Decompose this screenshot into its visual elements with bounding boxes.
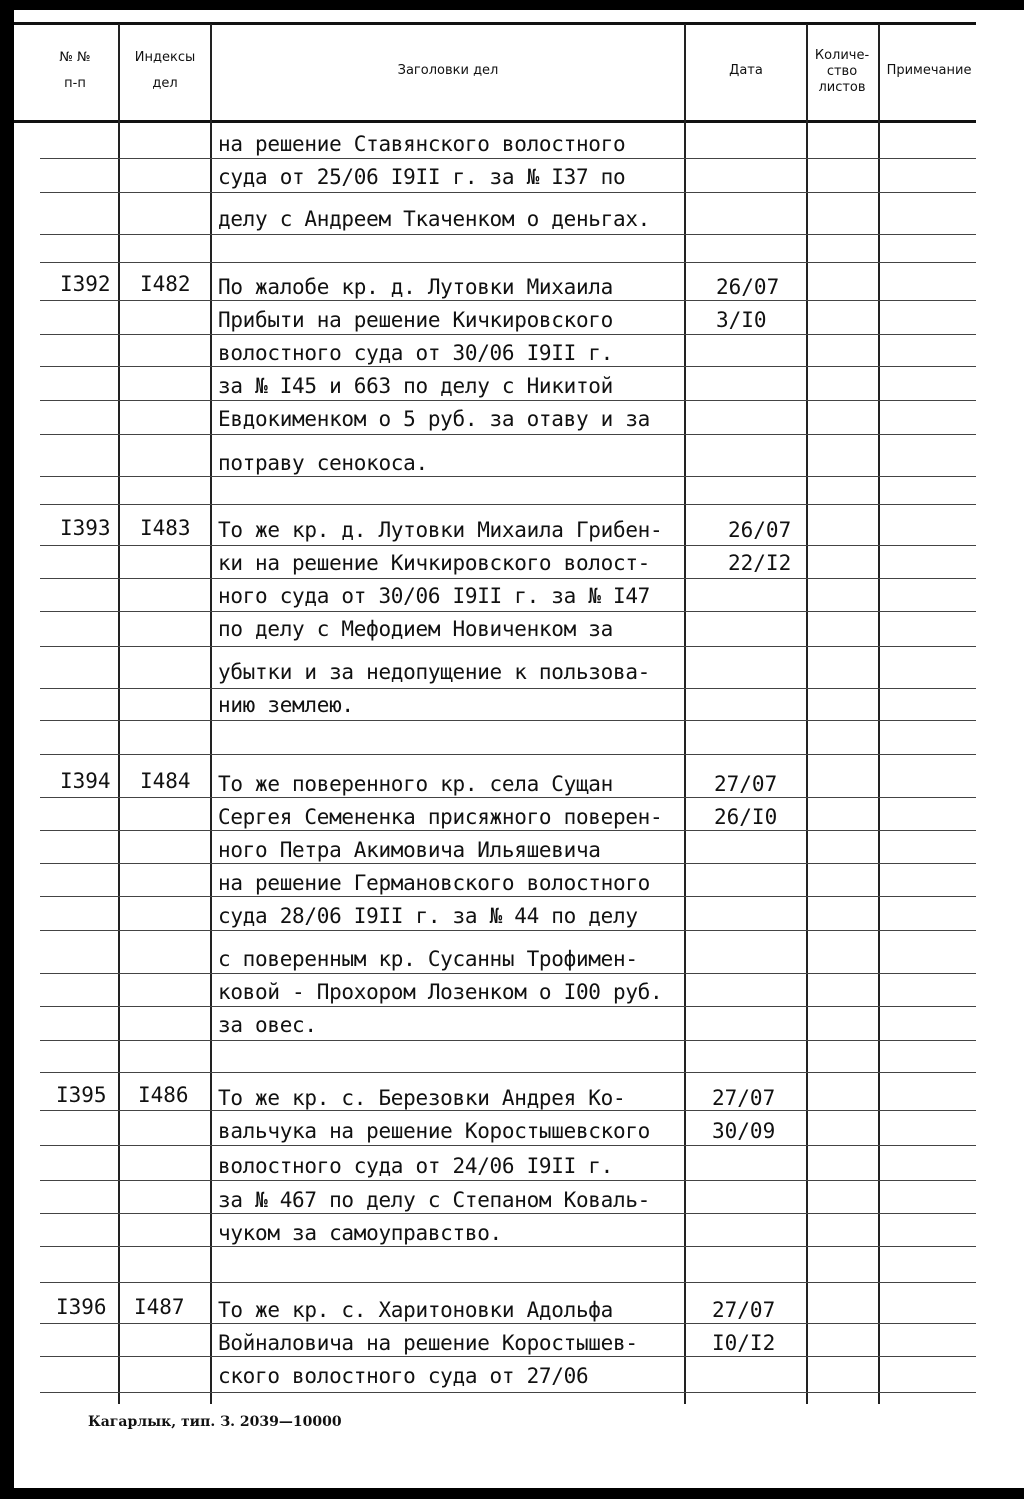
ruled-line bbox=[40, 1040, 976, 1041]
entry-text-line: То же кр. д. Лутовки Михаила Грибен- bbox=[218, 518, 663, 542]
entry-text-line: ки на решение Кичкировского волост- bbox=[218, 551, 651, 575]
entry-index: I487 bbox=[134, 1295, 185, 1319]
entry-text-line: на решение Германовского волостного bbox=[218, 871, 651, 895]
entry-text-line: за № I45 и 663 по делу с Никитой bbox=[218, 374, 613, 398]
scan-border-top bbox=[0, 0, 1024, 10]
entry-text-line: То же поверенного кр. села Сущан bbox=[218, 772, 613, 796]
ruled-line bbox=[40, 720, 976, 721]
entry-index: I483 bbox=[140, 516, 191, 540]
ruled-line bbox=[40, 476, 976, 477]
entry-text-line: ного суда от 30/06 I9II г. за № I47 bbox=[218, 584, 651, 608]
entry-text-line: делу с Андреем Ткаченком о деньгах. bbox=[218, 207, 651, 231]
entry-date: 26/I0 bbox=[714, 805, 778, 829]
column-divider bbox=[878, 24, 880, 1404]
entry-index: I482 bbox=[140, 272, 191, 296]
entry-number: I396 bbox=[56, 1295, 107, 1319]
entry-text-line: с поверенным кр. Сусанны Трофимен- bbox=[218, 947, 638, 971]
entry-date: 27/07 bbox=[712, 1298, 776, 1322]
column-divider bbox=[210, 24, 212, 1404]
header-index: Индексы дел bbox=[134, 50, 196, 91]
entry-text-line: Евдокименком о 5 руб. за отаву и за bbox=[218, 407, 651, 431]
ruled-line bbox=[40, 504, 976, 505]
entry-text-line: нию землею. bbox=[218, 693, 354, 717]
header-bottom-rule bbox=[14, 120, 976, 123]
header-titles: Заголовки дел bbox=[397, 63, 499, 78]
entry-date: 26/07 bbox=[728, 518, 792, 542]
entry-text-line: волостного суда от 24/06 I9II г. bbox=[218, 1154, 613, 1178]
scan-border-left bbox=[0, 0, 14, 1499]
entry-text-line: Войналовича на решение Коростышев- bbox=[218, 1331, 638, 1355]
entry-text-line: потраву сенокоса. bbox=[218, 451, 428, 475]
entry-text-line: ского волостного суда от 27/06 bbox=[218, 1364, 589, 1388]
column-divider bbox=[118, 24, 120, 1404]
entry-date: 30/09 bbox=[712, 1119, 776, 1143]
entry-text-line: волостного суда от 30/06 I9II г. bbox=[218, 341, 613, 365]
entry-number: I393 bbox=[60, 516, 111, 540]
entry-date: I0/I2 bbox=[712, 1331, 776, 1355]
ruled-line bbox=[40, 688, 976, 689]
entry-text-line: ковой - Прохором Лозенком о I00 руб. bbox=[218, 980, 663, 1004]
ruled-line bbox=[40, 1246, 976, 1247]
entry-date: 27/07 bbox=[712, 1086, 776, 1110]
entry-text-line: Прибыти на решение Кичкировского bbox=[218, 308, 613, 332]
entry-date: 27/07 bbox=[714, 772, 778, 796]
entry-text-line: ного Петра Акимовича Ильяшевича bbox=[218, 838, 601, 862]
ruled-line bbox=[40, 1282, 976, 1283]
entry-text-line: суда от 25/06 I9II г. за № I37 по bbox=[218, 165, 626, 189]
entry-text-line: вальчука на решение Коростышевского bbox=[218, 1119, 651, 1143]
header-date: Дата bbox=[729, 63, 763, 78]
entry-number: I395 bbox=[56, 1083, 107, 1107]
entry-text-line: за овес. bbox=[218, 1013, 317, 1037]
column-divider bbox=[806, 24, 808, 1404]
ruled-line bbox=[40, 754, 976, 755]
entry-number: I392 bbox=[60, 272, 111, 296]
ruled-line bbox=[40, 646, 976, 647]
entry-text-line: за № 467 по делу с Степаном Коваль- bbox=[218, 1188, 651, 1212]
ruled-line bbox=[40, 1392, 976, 1393]
entry-text-line: по делу с Мефодием Новиченком за bbox=[218, 617, 613, 641]
entry-text-line: То же кр. с. Березовки Андрея Ко- bbox=[218, 1086, 626, 1110]
entry-date: 22/I2 bbox=[728, 551, 792, 575]
entry-date: 3/I0 bbox=[716, 308, 767, 332]
table-top-rule bbox=[14, 22, 976, 25]
entry-text-line: То же кр. с. Харитоновки Адольфа bbox=[218, 1298, 613, 1322]
entry-number: I394 bbox=[60, 769, 111, 793]
ruled-line bbox=[40, 262, 976, 263]
entry-text-line: Сергея Семененка присяжного поверен- bbox=[218, 805, 663, 829]
entry-text-line: суда 28/06 I9II г. за № 44 по делу bbox=[218, 904, 638, 928]
printer-imprint: Кагарлык, тип. З. 2039—10000 bbox=[88, 1414, 342, 1430]
entry-text-line: убытки и за недопущение к пользова- bbox=[218, 660, 651, 684]
scan-border-bottom bbox=[0, 1488, 1024, 1499]
entry-index: I484 bbox=[140, 769, 191, 793]
header-sheets: Количе- ство листов bbox=[814, 48, 870, 95]
ruled-line bbox=[40, 1072, 976, 1073]
entry-date: 26/07 bbox=[716, 275, 780, 299]
header-num: № № п-п bbox=[59, 50, 91, 91]
entry-index: I486 bbox=[138, 1083, 189, 1107]
entry-text-line: По жалобе кр. д. Лутовки Михаила bbox=[218, 275, 613, 299]
entry-text-line: на решение Ставянского волостного bbox=[218, 132, 626, 156]
header-notes: Примечание bbox=[886, 63, 972, 78]
entry-text-line: чуком за самоуправство. bbox=[218, 1221, 502, 1245]
column-divider bbox=[684, 24, 686, 1404]
